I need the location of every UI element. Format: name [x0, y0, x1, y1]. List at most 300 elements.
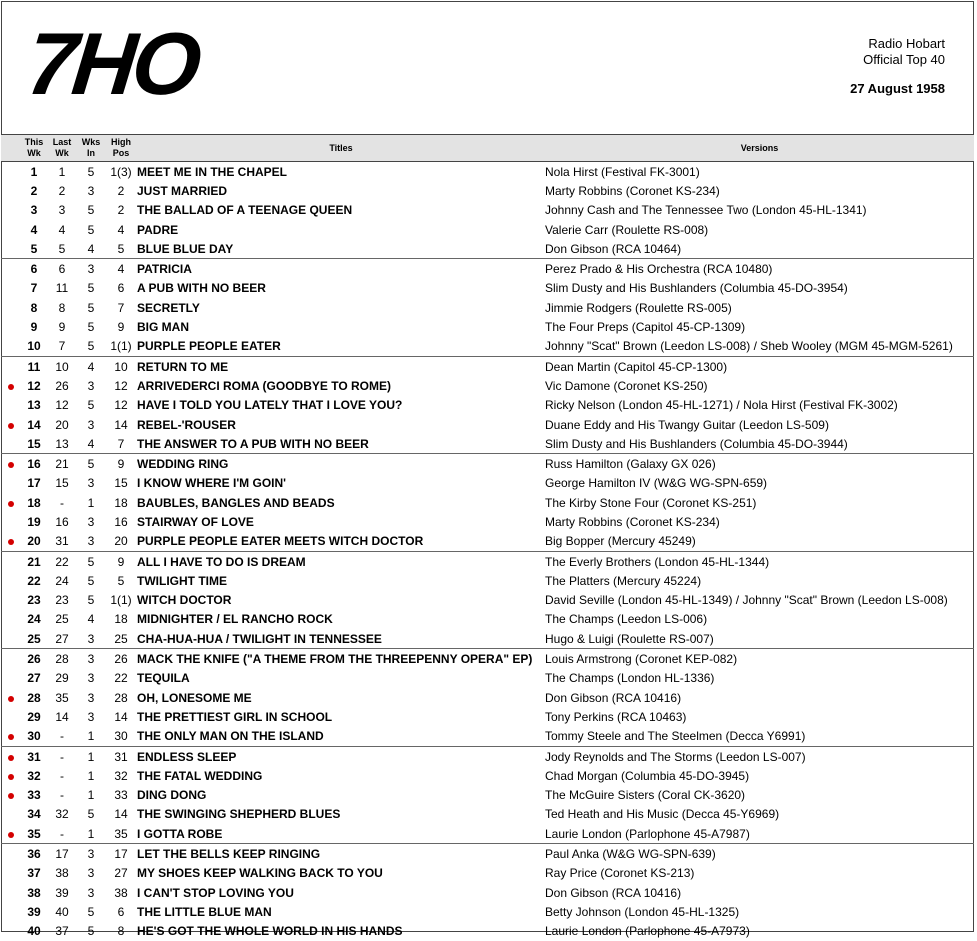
this-week-position: 27 [27, 671, 41, 686]
weeks-in-chart: 4 [77, 239, 105, 259]
this-week-position: 15 [21, 434, 47, 454]
song-title: MY SHOES KEEP WALKING BACK TO YOU [137, 866, 383, 881]
last-week-position: 15 [55, 476, 69, 491]
header-this-week: This Wk [21, 135, 47, 162]
song-version: Johnny Cash and The Tennessee Two (London 45-HL-1341) [545, 203, 867, 218]
weeks-in-chart: 3 [87, 866, 95, 881]
this-week-position: 34 [27, 807, 41, 822]
last-week-position: 35 [55, 690, 69, 705]
high-position: 12 [114, 398, 128, 413]
song-title: PATRICIA [137, 262, 192, 277]
new-entry-marker-cell [1, 415, 21, 434]
high-position: 32 [114, 768, 128, 783]
song-title: THE PRETTIEST GIRL IN SCHOOL [137, 709, 333, 724]
last-week-position: 21 [55, 457, 69, 472]
last-week-position: 14 [55, 709, 69, 724]
new-entry-marker-cell [1, 474, 21, 493]
new-entry-marker-cell [1, 434, 21, 454]
song-version: Duane Eddy and His Twangy Guitar (Leedon LS-509) [545, 417, 829, 432]
weeks-in-chart: 3 [87, 417, 95, 432]
song-version: The McGuire Sisters (Coral CK-3620) [545, 788, 746, 803]
this-week-position: 8 [30, 300, 38, 315]
last-week-position: 7 [47, 337, 77, 357]
table-row [1, 746, 974, 766]
high-position: 28 [114, 690, 128, 705]
weeks-in-chart: 3 [77, 532, 105, 552]
weeks-in-chart: 1 [87, 749, 95, 764]
high-position: 27 [114, 866, 128, 881]
table-row [1, 727, 974, 747]
weeks-in-chart: 5 [87, 904, 95, 919]
song-version: The Kirby Stone Four (Coronet KS-251) [545, 495, 757, 510]
high-position: 7 [105, 434, 137, 454]
song-title: ENDLESS SLEEP [137, 749, 237, 764]
song-title: BIG MAN [137, 320, 189, 335]
this-week-position: 26 [27, 652, 41, 667]
new-entry-dot-icon [8, 793, 14, 799]
song-version: Vic Damone (Coronet KS-250) [545, 378, 708, 393]
new-entry-marker-cell [1, 824, 21, 844]
new-entry-marker-cell [1, 162, 21, 182]
new-entry-marker-cell [1, 669, 21, 688]
header-versions: Versions [545, 135, 974, 162]
song-title: JUST MARRIED [137, 183, 228, 198]
weeks-in-chart: 5 [87, 300, 95, 315]
weeks-in-chart: 4 [87, 612, 95, 627]
table-row [1, 376, 974, 395]
weeks-in-chart: 3 [87, 709, 95, 724]
song-version: Slim Dusty and His Bushlanders (Columbia 45-DO-3954) [545, 281, 848, 296]
table-row [1, 337, 974, 357]
last-week-position: 8 [58, 300, 66, 315]
this-week-position: 10 [21, 337, 47, 357]
table-row [1, 532, 974, 552]
song-title: DING DONG [137, 788, 207, 803]
chart-table [1, 134, 974, 941]
last-week-position: 10 [55, 359, 69, 374]
this-week-position: 14 [27, 417, 41, 432]
song-version: Don Gibson (RCA 10464) [545, 239, 974, 259]
last-week-position: 16 [55, 514, 69, 529]
chart-header-info [850, 36, 945, 97]
new-entry-dot-icon [8, 384, 14, 390]
song-version: Paul Anka (W&G WG-SPN-639) [545, 847, 716, 862]
high-position: 33 [114, 788, 128, 803]
new-entry-marker-cell [1, 629, 21, 649]
weeks-in-chart: 1 [87, 768, 95, 783]
header-high-position: High Pos [105, 135, 137, 162]
this-week-position: 13 [27, 398, 41, 413]
this-week-position: 3 [30, 203, 38, 218]
new-entry-marker-cell [1, 356, 21, 376]
weeks-in-chart: 3 [87, 514, 95, 529]
table-row [1, 669, 974, 688]
new-entry-marker-cell [1, 786, 21, 805]
this-week-position: 31 [27, 749, 41, 764]
high-position: 18 [114, 495, 128, 510]
this-week-position: 5 [21, 239, 47, 259]
new-entry-dot-icon [8, 734, 14, 740]
table-row [1, 864, 974, 883]
new-entry-marker-cell [1, 396, 21, 415]
table-row [1, 201, 974, 220]
song-title: MEET ME IN THE CHAPEL [137, 164, 288, 179]
high-position: 9 [117, 320, 125, 335]
new-entry-marker-cell [1, 551, 21, 571]
song-title: TEQUILA [137, 671, 190, 686]
this-week-position: 33 [27, 788, 41, 803]
table-row [1, 688, 974, 707]
song-title: PURPLE PEOPLE EATER MEETS WITCH DOCTOR [137, 532, 545, 552]
this-week-position: 20 [21, 532, 47, 552]
new-entry-marker-cell [1, 337, 21, 357]
chart-date: 27 August 1958 [850, 81, 945, 96]
table-header-row [1, 135, 974, 162]
last-week-position: - [60, 768, 64, 783]
high-position: 20 [105, 532, 137, 552]
last-week-position: 6 [58, 262, 66, 277]
song-version: Jimmie Rodgers (Roulette RS-005) [545, 300, 732, 315]
last-week-position: 37 [55, 924, 69, 939]
song-title: THE BALLAD OF A TEENAGE QUEEN [137, 203, 353, 218]
header-marker [1, 135, 21, 162]
song-title: CHA-HUA-HUA / TWILIGHT IN TENNESSEE [137, 629, 545, 649]
song-version: The Four Preps (Capitol 45-CP-1309) [545, 320, 746, 335]
this-week-position: 19 [27, 514, 41, 529]
song-version: Ricky Nelson (London 45-HL-1271) / Nola Hirst (Festival FK-3002) [545, 398, 898, 413]
new-entry-marker-cell [1, 512, 21, 531]
weeks-in-chart: 5 [87, 320, 95, 335]
song-title: SECRETLY [137, 300, 200, 315]
this-week-position: 12 [27, 378, 41, 393]
table-row [1, 786, 974, 805]
song-title: OH, LONESOME ME [137, 690, 252, 705]
new-entry-marker-cell [1, 707, 21, 726]
song-title: PURPLE PEOPLE EATER [137, 337, 545, 357]
song-version: Tony Perkins (RCA 10463) [545, 709, 687, 724]
table-row [1, 396, 974, 415]
last-week-position: 3 [58, 203, 66, 218]
song-version: The Champs (London HL-1336) [545, 671, 715, 686]
high-position: 35 [105, 824, 137, 844]
weeks-in-chart: 5 [87, 281, 95, 296]
high-position: 5 [117, 573, 125, 588]
this-week-position: 1 [30, 164, 38, 179]
last-week-position: 25 [55, 612, 69, 627]
new-entry-dot-icon [8, 696, 14, 702]
weeks-in-chart: 3 [87, 183, 95, 198]
song-title: THE FATAL WEDDING [137, 768, 263, 783]
weeks-in-chart: 5 [87, 164, 95, 179]
table-row [1, 610, 974, 629]
last-week-position: 26 [55, 378, 69, 393]
high-position: 1(1) [110, 593, 132, 608]
weeks-in-chart: 1 [77, 824, 105, 844]
high-position: 38 [114, 885, 128, 900]
new-entry-marker-cell [1, 298, 21, 317]
song-version: Laurie London (Parlophone 45-A7973) [545, 924, 750, 939]
song-version: Tommy Steele and The Steelmen (Decca Y6991) [545, 727, 974, 747]
last-week-position: 39 [55, 885, 69, 900]
new-entry-marker-cell [1, 220, 21, 239]
song-title: HAVE I TOLD YOU LATELY THAT I LOVE YOU? [137, 398, 403, 413]
last-week-position: 13 [47, 434, 77, 454]
new-entry-marker-cell [1, 649, 21, 669]
weeks-in-chart: 3 [87, 671, 95, 686]
table-row [1, 162, 974, 182]
last-week-position: 32 [55, 807, 69, 822]
last-week-position: 12 [55, 398, 69, 413]
new-entry-dot-icon [8, 832, 14, 838]
high-position: 8 [117, 924, 125, 939]
new-entry-marker-cell [1, 610, 21, 629]
song-version: The Everly Brothers (London 45-HL-1344) [545, 554, 770, 569]
new-entry-dot-icon [8, 423, 14, 429]
table-row [1, 220, 974, 239]
weeks-in-chart: 5 [87, 554, 95, 569]
table-row [1, 298, 974, 317]
high-position: 6 [117, 904, 125, 919]
table-row [1, 493, 974, 512]
new-entry-marker-cell [1, 883, 21, 902]
song-title: I KNOW WHERE I'M GOIN' [137, 476, 287, 491]
this-week-position: 2 [30, 183, 38, 198]
last-week-position: 28 [55, 652, 69, 667]
high-position: 2 [117, 183, 125, 198]
song-title: A PUB WITH NO BEER [137, 281, 266, 296]
weeks-in-chart: 5 [87, 457, 95, 472]
new-entry-marker-cell [1, 201, 21, 220]
table-row [1, 551, 974, 571]
this-week-position: 16 [27, 457, 41, 472]
high-position: 30 [105, 727, 137, 747]
weeks-in-chart: 5 [87, 573, 95, 588]
weeks-in-chart: 1 [77, 727, 105, 747]
new-entry-marker-cell [1, 688, 21, 707]
weeks-in-chart: 1 [87, 495, 95, 510]
new-entry-marker-cell [1, 727, 21, 747]
high-position: 12 [114, 378, 128, 393]
song-version: Hugo & Luigi (Roulette RS-007) [545, 629, 974, 649]
song-version: George Hamilton IV (W&G WG-SPN-659) [545, 476, 768, 491]
new-entry-marker-cell [1, 591, 21, 610]
last-week-position: 38 [55, 866, 69, 881]
weeks-in-chart: 3 [87, 847, 95, 862]
last-week-position: 2 [58, 183, 66, 198]
song-version: Russ Hamilton (Galaxy GX 026) [545, 457, 716, 472]
new-entry-marker-cell [1, 376, 21, 395]
weeks-in-chart: 5 [87, 924, 95, 939]
song-version: David Seville (London 45-HL-1349) / Johnny "Scat" Brown (Leedon LS-008) [545, 593, 948, 608]
last-week-position: 29 [55, 671, 69, 686]
weeks-in-chart: 3 [87, 652, 95, 667]
table-row [1, 824, 974, 844]
high-position: 5 [105, 239, 137, 259]
header-last-week: Last Wk [47, 135, 77, 162]
last-week-position: 31 [47, 532, 77, 552]
table-row [1, 591, 974, 610]
weeks-in-chart: 5 [87, 807, 95, 822]
table-row [1, 239, 974, 259]
high-position: 9 [117, 457, 125, 472]
this-week-position: 23 [27, 593, 41, 608]
table-row [1, 922, 974, 941]
weeks-in-chart: 3 [87, 378, 95, 393]
song-version: Louis Armstrong (Coronet KEP-082) [545, 652, 738, 667]
table-row [1, 766, 974, 785]
this-week-position: 37 [27, 866, 41, 881]
song-version: Don Gibson (RCA 10416) [545, 690, 682, 705]
last-week-position: 5 [47, 239, 77, 259]
new-entry-marker-cell [1, 864, 21, 883]
station-name: Radio Hobart [868, 36, 945, 51]
song-title: I CAN'T STOP LOVING YOU [137, 885, 294, 900]
high-position: 14 [114, 709, 128, 724]
high-position: 14 [114, 417, 128, 432]
song-title: PADRE [137, 222, 179, 237]
this-week-position: 11 [27, 359, 41, 374]
song-version: The Champs (Leedon LS-006) [545, 612, 708, 627]
last-week-position: 22 [55, 554, 69, 569]
this-week-position: 38 [27, 885, 41, 900]
table-row [1, 571, 974, 590]
table-row [1, 844, 974, 864]
new-entry-marker-cell [1, 317, 21, 336]
weeks-in-chart: 4 [77, 434, 105, 454]
new-entry-marker-cell [1, 532, 21, 552]
song-title: THE LITTLE BLUE MAN [137, 904, 272, 919]
high-position: 10 [114, 359, 128, 374]
weeks-in-chart: 4 [87, 359, 95, 374]
this-week-position: 35 [21, 824, 47, 844]
new-entry-marker-cell [1, 259, 21, 279]
weeks-in-chart: 3 [87, 262, 95, 277]
weeks-in-chart: 5 [87, 203, 95, 218]
song-version: Valerie Carr (Roulette RS-008) [545, 222, 709, 237]
table-row [1, 259, 974, 279]
high-position: 16 [114, 514, 128, 529]
new-entry-marker-cell [1, 902, 21, 921]
this-week-position: 6 [30, 262, 38, 277]
weeks-in-chart: 1 [87, 788, 95, 803]
song-version: Marty Robbins (Coronet KS-234) [545, 183, 720, 198]
new-entry-dot-icon [8, 539, 14, 545]
last-week-position: 40 [55, 904, 69, 919]
this-week-position: 30 [21, 727, 47, 747]
this-week-position: 32 [27, 768, 41, 783]
weeks-in-chart: 3 [77, 629, 105, 649]
weeks-in-chart: 3 [87, 476, 95, 491]
song-version: Ted Heath and His Music (Decca 45-Y6969) [545, 807, 780, 822]
song-title: LET THE BELLS KEEP RINGING [137, 847, 321, 862]
this-week-position: 21 [27, 554, 41, 569]
song-version: Nola Hirst (Festival FK-3001) [545, 164, 700, 179]
song-version: Betty Johnson (London 45-HL-1325) [545, 904, 740, 919]
high-position: 9 [117, 554, 125, 569]
new-entry-marker-cell [1, 279, 21, 298]
table-row [1, 805, 974, 824]
new-entry-marker-cell [1, 239, 21, 259]
header-titles: Titles [137, 135, 545, 162]
song-title: WEDDING RING [137, 457, 229, 472]
weeks-in-chart: 5 [77, 337, 105, 357]
high-position: 22 [114, 671, 128, 686]
high-position: 6 [117, 281, 125, 296]
table-row [1, 356, 974, 376]
song-version: Jody Reynolds and The Storms (Leedon LS-007) [545, 749, 806, 764]
this-week-position: 18 [27, 495, 41, 510]
chart-body [1, 162, 974, 941]
this-week-position: 28 [27, 690, 41, 705]
new-entry-dot-icon [8, 755, 14, 761]
last-week-position: 24 [55, 573, 69, 588]
high-position: 4 [117, 262, 125, 277]
new-entry-marker-cell [1, 181, 21, 200]
table-row [1, 883, 974, 902]
last-week-position: 4 [58, 222, 66, 237]
last-week-position: - [47, 824, 77, 844]
this-week-position: 17 [27, 476, 41, 491]
song-title: HE'S GOT THE WHOLE WORLD IN HIS HANDS [137, 924, 403, 939]
high-position: 26 [114, 652, 128, 667]
table-row [1, 707, 974, 726]
song-title: WITCH DOCTOR [137, 593, 232, 608]
new-entry-marker-cell [1, 922, 21, 941]
new-entry-marker-cell [1, 844, 21, 864]
last-week-position: 9 [58, 320, 66, 335]
song-version: Big Bopper (Mercury 45249) [545, 532, 974, 552]
this-week-position: 25 [21, 629, 47, 649]
song-title: RETURN TO ME [137, 359, 229, 374]
song-title: ARRIVEDERCI ROMA (GOODBYE TO ROME) [137, 378, 392, 393]
this-week-position: 39 [27, 904, 41, 919]
high-position: 2 [117, 203, 125, 218]
this-week-position: 29 [27, 709, 41, 724]
new-entry-marker-cell [1, 571, 21, 590]
song-version: Chad Morgan (Columbia 45-DO-3945) [545, 768, 750, 783]
high-position: 17 [114, 847, 128, 862]
new-entry-marker-cell [1, 454, 21, 474]
song-title: THE ONLY MAN ON THE ISLAND [137, 727, 545, 747]
last-week-position: 27 [47, 629, 77, 649]
song-version: Dean Martin (Capitol 45-CP-1300) [545, 359, 728, 374]
song-title: ALL I HAVE TO DO IS DREAM [137, 554, 306, 569]
table-row [1, 649, 974, 669]
song-title: REBEL-'ROUSER [137, 417, 236, 432]
song-title: MIDNIGHTER / EL RANCHO ROCK [137, 612, 333, 627]
high-position: 1(1) [105, 337, 137, 357]
high-position: 15 [114, 476, 128, 491]
song-title: BLUE BLUE DAY [137, 239, 545, 259]
new-entry-dot-icon [8, 462, 14, 468]
new-entry-marker-cell [1, 493, 21, 512]
station-logo: 7HO [22, 14, 203, 113]
high-position: 14 [114, 807, 128, 822]
this-week-position: 36 [27, 847, 41, 862]
table-row [1, 181, 974, 200]
this-week-position: 4 [30, 222, 38, 237]
new-entry-marker-cell [1, 746, 21, 766]
header-weeks-in: Wks In [77, 135, 105, 162]
table-row [1, 279, 974, 298]
this-week-position: 24 [27, 612, 41, 627]
last-week-position: - [60, 749, 64, 764]
last-week-position: 1 [58, 164, 66, 179]
last-week-position: 17 [55, 847, 69, 862]
last-week-position: - [47, 727, 77, 747]
song-title: THE SWINGING SHEPHERD BLUES [137, 807, 341, 822]
weeks-in-chart: 3 [87, 690, 95, 705]
